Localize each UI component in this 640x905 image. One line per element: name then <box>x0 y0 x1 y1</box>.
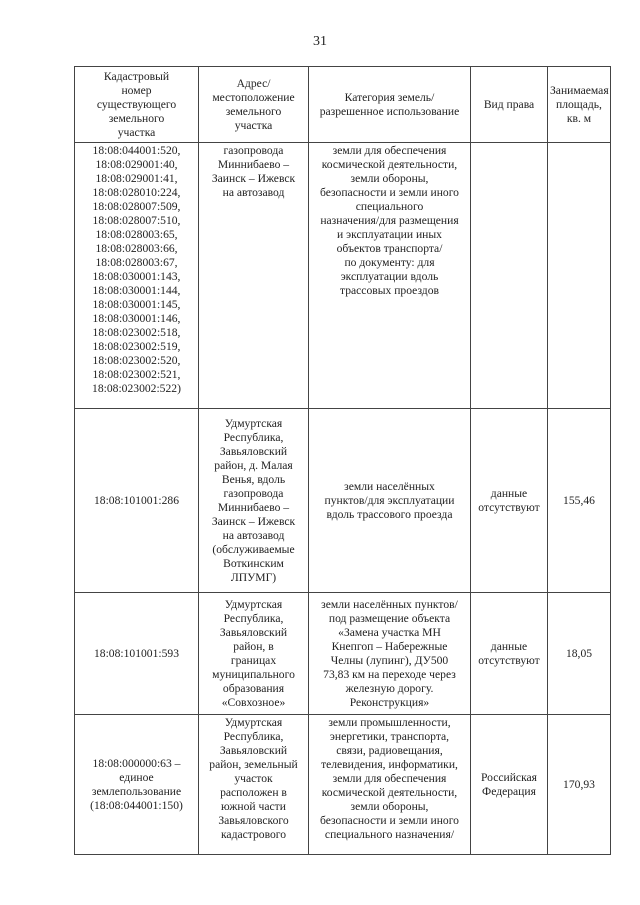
area-cell: 170,93 <box>548 715 611 855</box>
header-address: Адрес/ местоположение земельного участка <box>199 67 309 143</box>
header-cadastral-number: Кадастровый номер существующего земельного участка <box>75 67 199 143</box>
address-cell: Удмуртская Республика, Завьяловский район, в границах муниципального образования «Совхозное» <box>199 593 309 715</box>
cadastral-cell: 18:08:101001:593 <box>75 593 199 715</box>
cadastral-cell: 18:08:101001:286 <box>75 409 199 593</box>
right-cell <box>471 143 548 409</box>
right-cell: данные отсутствуют <box>471 593 548 715</box>
page-number: 31 <box>313 34 327 49</box>
address-cell: газопровода Миннибаево – Заинск – Ижевск на автозавод <box>199 143 309 409</box>
address-cell: Удмуртская Республика, Завьяловский район, земельный участок расположен в южной части Завьяловского кадастрового <box>199 715 309 855</box>
cadastral-cell: 18:08:000000:63 – единое землепользование (18:08:044001:150) <box>75 715 199 855</box>
right-cell: данные отсутствуют <box>471 409 548 593</box>
table-row <box>75 143 611 409</box>
cadastral-cell: 18:08:044001:520, 18:08:029001:40, 18:08:029001:41, 18:08:028010:224, 18:08:028007:509, 18:08:028007:510, 18:08:028003:65, 18:08:028003:66, 18:08:028003:67, 18:08:030001:143, 18:08:030001:144, 18:08:030001:145, 18:08:030001:146, 18:08:023002:518, 18:08:023002:519, 18:08:023002:520, 18:08:023002:521, 18:08:023002:522) <box>75 143 199 409</box>
header-land-category: Категория земель/ разрешенное использование <box>309 67 471 143</box>
header-right-type: Вид права <box>471 67 548 143</box>
category-cell: земли населённых пунктов/ под размещение объекта «Замена участка МН Кнепгоп – Набережные Челны (лупинг), ДУ500 73,83 км на переходе через железную дорогу. Реконструкция» <box>309 593 471 715</box>
area-cell: 18,05 <box>548 593 611 715</box>
table-row <box>75 715 611 855</box>
area-cell: 155,46 <box>548 409 611 593</box>
area-cell <box>548 143 611 409</box>
category-cell: земли промышленности, энергетики, транспорта, связи, радиовещания, телевидения, информатики, земли для обеспечения космической деятельности, земли обороны, безопасности и земли иного специального назначения/ <box>309 715 471 855</box>
address-cell: Удмуртская Республика, Завьяловский район, д. Малая Венья, вдоль газопровода Миннибаево – Заинск – Ижевск на автозавод (обслуживаемые Воткинским ЛПУМГ) <box>199 409 309 593</box>
table-row <box>75 409 611 593</box>
header-area: Занимаемая площадь, кв. м <box>548 67 611 143</box>
table-header-row <box>75 67 611 143</box>
category-cell: земли населённых пунктов/для эксплуатации вдоль трассового проезда <box>309 409 471 593</box>
table-row <box>75 593 611 715</box>
land-plots-table <box>74 66 611 855</box>
right-cell: Российская Федерация <box>471 715 548 855</box>
category-cell: земли для обеспечения космической деятельности, земли обороны, безопасности и земли иного специального назначения/для размещения и эксплуатации иных объектов транспорта/ по документу: для эксплуатации вдоль трассовых проездов <box>309 143 471 409</box>
